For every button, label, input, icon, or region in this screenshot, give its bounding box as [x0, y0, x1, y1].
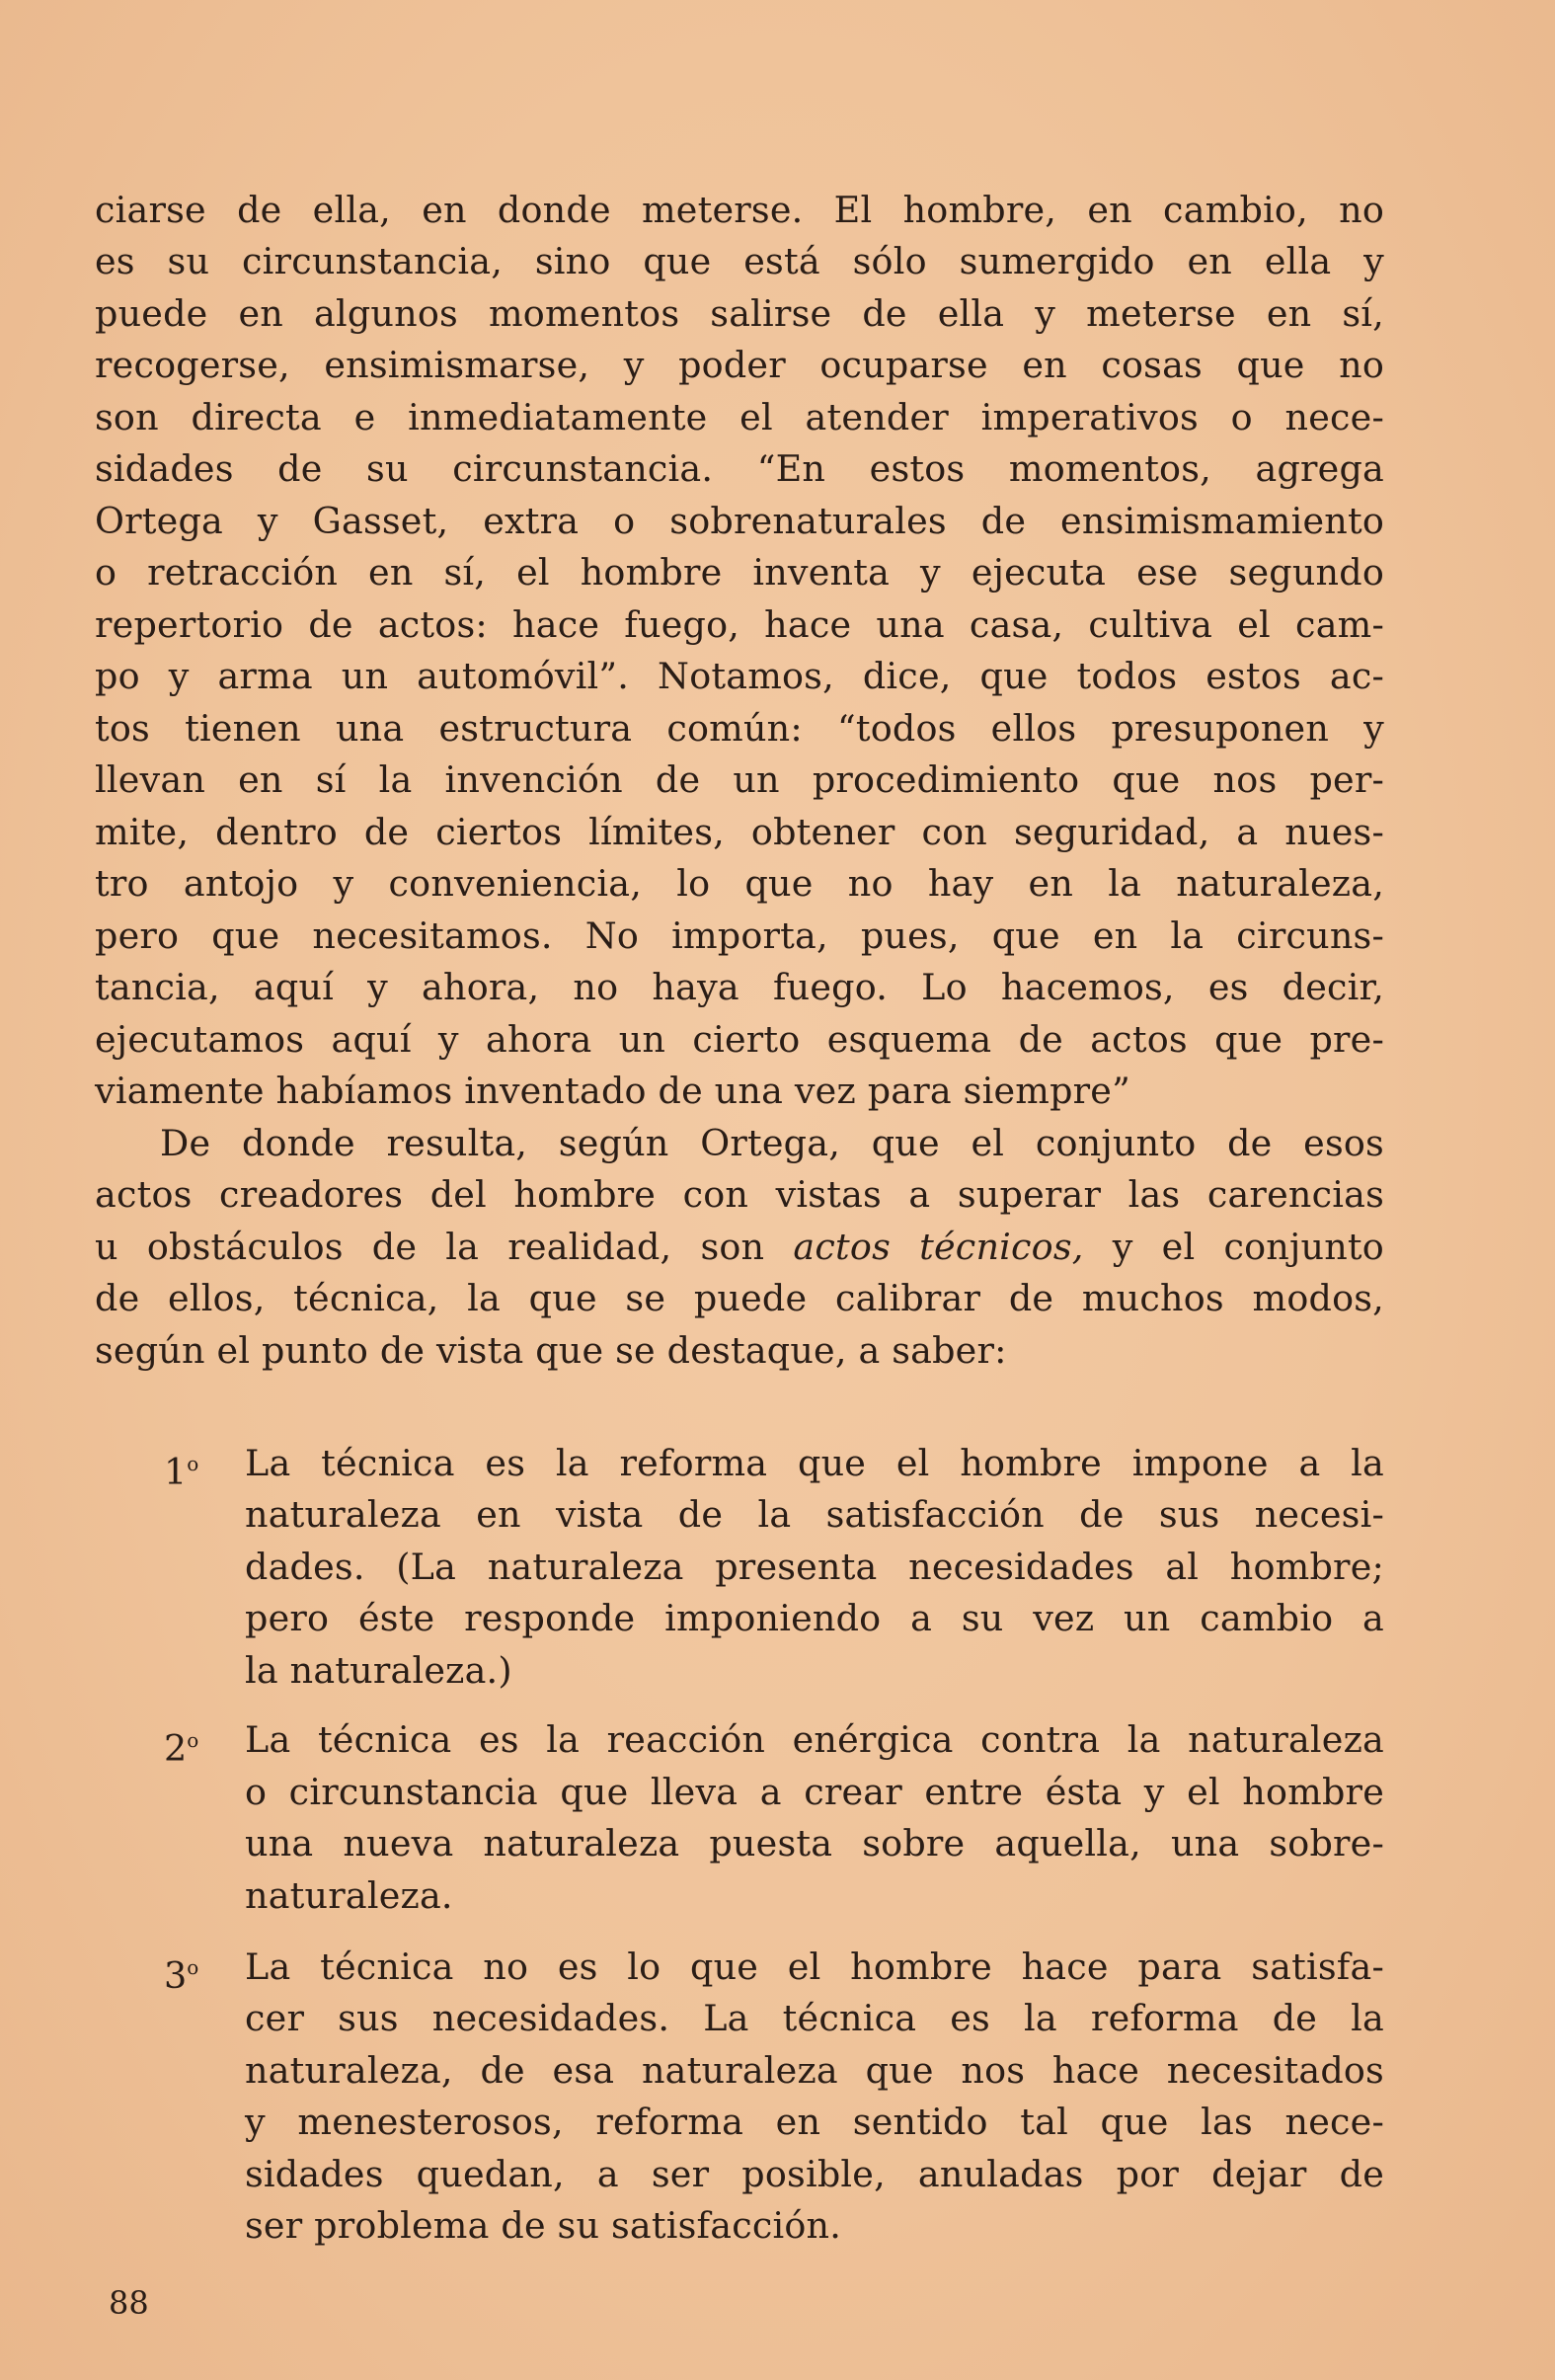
- text-line-with-italic: [95, 1222, 1384, 1273]
- text-line: De donde resulta, según Ortega, que el conjunto de esos: [160, 1122, 1384, 1164]
- list-marker: 2$^o$: [164, 1727, 199, 1770]
- list-marker: 3$^o$: [164, 1954, 199, 1997]
- list-item-line: cer sus necesidades. La técnica es la reforma de la: [245, 1997, 1384, 2039]
- text-line: po y arma un automóvil”. Notamos, dice, que todos estos ac-: [95, 655, 1384, 697]
- text-line: puede en algunos momentos salirse de ella y meterse en sí,: [95, 292, 1384, 335]
- text-line: repertorio de actos: hace fuego, hace una casa, cultiva el cam-: [95, 603, 1384, 646]
- list-item-line: dades. (La naturaleza presenta necesidades al hombre;: [245, 1546, 1384, 1588]
- list-item-line: y menesterosos, reforma en sentido tal que las nece-: [245, 2101, 1384, 2143]
- list-item-line: pero éste responde imponiendo a su vez un cambio a: [245, 1597, 1384, 1639]
- list-item-line: ser problema de su satisfacción.: [245, 2204, 842, 2247]
- list-item-line: una nueva naturaleza puesta sobre aquella, una sobre-: [245, 1822, 1384, 1864]
- text-line: tos tienen una estructura común: “todos ellos presuponen y: [95, 707, 1384, 750]
- text-run: u obstáculos de la realidad, son: [95, 1226, 765, 1268]
- text-line: tro antojo y conveniencia, lo que no hay en la naturaleza,: [95, 862, 1384, 905]
- list-item-line: naturaleza en vista de la satisfacción de sus necesi-: [245, 1493, 1384, 1536]
- text-line: actos creadores del hombre con vistas a superar las carencias: [95, 1173, 1384, 1216]
- text-line: ejecutamos aquí y ahora un cierto esquema de actos que pre-: [95, 1018, 1384, 1061]
- text-line: pero que necesitamos. No importa, pues, que en la circuns-: [95, 914, 1384, 957]
- list-marker: 1$^o$: [164, 1451, 199, 1493]
- list-item-line: la naturaleza.): [245, 1649, 512, 1692]
- text-line: sidades de su circunstancia. “En estos momentos, agrega: [95, 447, 1384, 490]
- text-line: Ortega y Gasset, extra o sobrenaturales de ensimismamiento: [95, 500, 1384, 542]
- list-item-line: naturaleza, de esa naturaleza que nos hace necesitados: [245, 2049, 1384, 2092]
- text-line: viamente habíamos inventado de una vez para siempre”: [95, 1070, 1130, 1112]
- text-run: y el conjunto: [1112, 1226, 1384, 1268]
- italic-term: actos técnicos,: [793, 1226, 1084, 1268]
- list-item-line: naturaleza.: [245, 1874, 453, 1917]
- text-line: mite, dentro de ciertos límites, obtener con seguridad, a nues-: [95, 811, 1384, 853]
- list-item-line: La técnica es la reforma que el hombre impone a la: [245, 1442, 1384, 1484]
- text-line: son directa e inmediatamente el atender imperativos o nece-: [95, 396, 1384, 438]
- text-line: tancia, aquí y ahora, no haya fuego. Lo hacemos, es decir,: [95, 966, 1384, 1008]
- list-item-line: La técnica no es lo que el hombre hace para satisfa-: [245, 1945, 1384, 1988]
- text-line: según el punto de vista que se destaque, a saber:: [95, 1329, 1007, 1372]
- page-number: 88: [109, 2284, 149, 2322]
- list-item-line: sidades quedan, a ser posible, anuladas por dejar de: [245, 2153, 1384, 2195]
- text-line: es su circunstancia, sino que está sólo sumergido en ella y: [95, 240, 1384, 282]
- text-line: llevan en sí la invención de un procedimiento que nos per-: [95, 758, 1384, 801]
- list-item-line: La técnica es la reacción enérgica contra la naturaleza: [245, 1718, 1384, 1761]
- list-item-line: o circunstancia que lleva a crear entre ésta y el hombre: [245, 1771, 1384, 1813]
- text-line: o retracción en sí, el hombre inventa y ejecuta ese segundo: [95, 551, 1384, 594]
- text-line: ciarse de ella, en donde meterse. El hombre, en cambio, no: [95, 189, 1384, 231]
- text-line: recogerse, ensimismarse, y poder ocuparse en cosas que no: [95, 344, 1384, 386]
- text-line: de ellos, técnica, la que se puede calibrar de muchos modos,: [95, 1277, 1384, 1319]
